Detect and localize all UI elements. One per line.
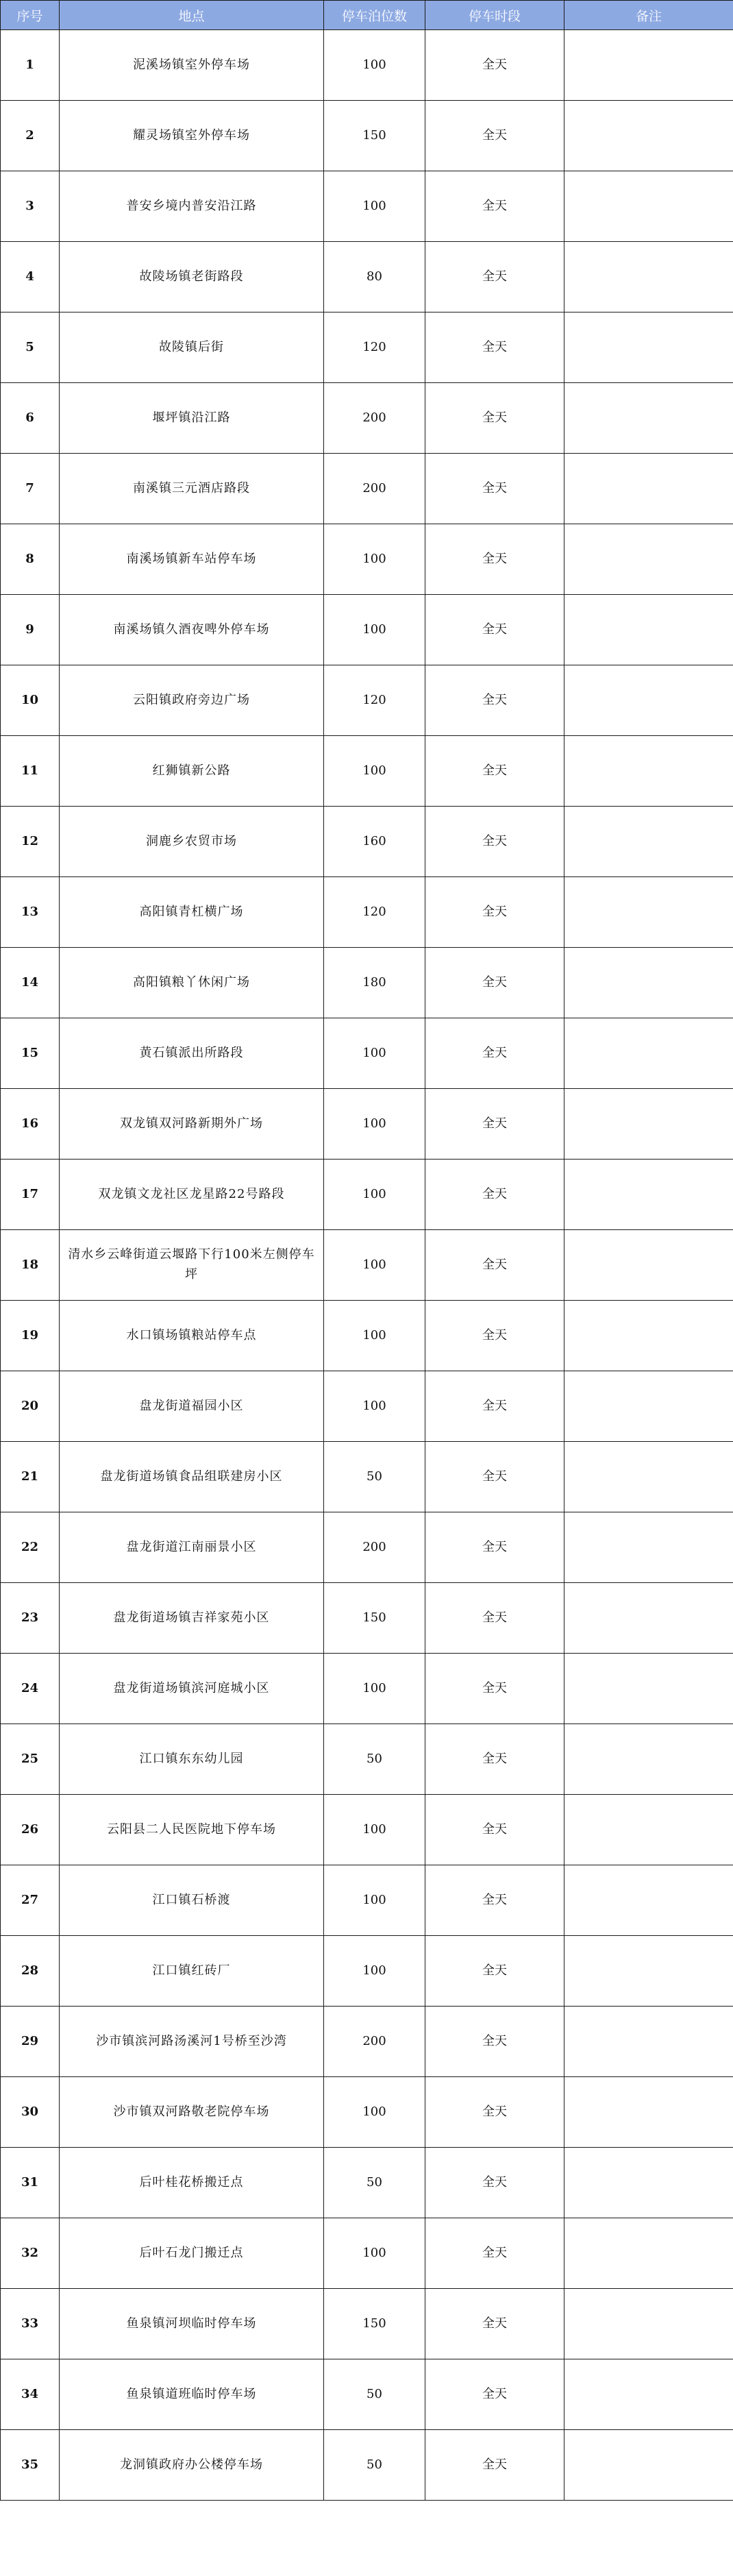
cell-spaces: 100 (324, 1795, 425, 1865)
cell-no: 1 (1, 30, 60, 101)
cell-no: 11 (1, 736, 60, 807)
table-row (1, 101, 733, 171)
cell-spaces: 50 (324, 2148, 425, 2218)
cell-note (564, 1230, 733, 1301)
cell-spaces: 100 (324, 2077, 425, 2148)
cell-spaces: 150 (324, 101, 425, 171)
cell-no: 25 (1, 1724, 60, 1795)
cell-note (564, 1512, 733, 1583)
cell-spaces: 100 (324, 30, 425, 101)
cell-note (564, 2077, 733, 2148)
cell-note (564, 2359, 733, 2430)
cell-note (564, 595, 733, 665)
cell-note (564, 807, 733, 877)
table-row (1, 1654, 733, 1724)
cell-no: 23 (1, 1583, 60, 1654)
cell-spaces: 100 (324, 1018, 425, 1089)
cell-no: 35 (1, 2430, 60, 2501)
table-row (1, 312, 733, 383)
cell-note (564, 1865, 733, 1936)
table-row (1, 383, 733, 454)
cell-period: 全天 (425, 524, 564, 595)
table-row (1, 2148, 733, 2218)
cell-place: 高阳镇青杠横广场 (60, 877, 324, 948)
cell-spaces: 180 (324, 948, 425, 1018)
cell-spaces: 100 (324, 1301, 425, 1371)
cell-spaces: 100 (324, 171, 425, 242)
table-row (1, 242, 733, 312)
cell-note (564, 383, 733, 454)
cell-note (564, 1654, 733, 1724)
cell-period: 全天 (425, 1583, 564, 1654)
cell-note (564, 312, 733, 383)
cell-place: 盘龙街道场镇食品组联建房小区 (60, 1442, 324, 1512)
cell-note (564, 1089, 733, 1160)
cell-no: 15 (1, 1018, 60, 1089)
header-place: 地点 (60, 1, 324, 30)
cell-note (564, 948, 733, 1018)
cell-period: 全天 (425, 2218, 564, 2289)
cell-no: 8 (1, 524, 60, 595)
cell-spaces: 50 (324, 1724, 425, 1795)
table-row (1, 2289, 733, 2359)
cell-place: 水口镇场镇粮站停车点 (60, 1301, 324, 1371)
cell-no: 32 (1, 2218, 60, 2289)
cell-period: 全天 (425, 2430, 564, 2501)
cell-no: 2 (1, 101, 60, 171)
cell-note (564, 1936, 733, 2007)
cell-spaces: 200 (324, 454, 425, 524)
header-note: 备注 (564, 1, 733, 30)
cell-no: 26 (1, 1795, 60, 1865)
cell-note (564, 877, 733, 948)
cell-period: 全天 (425, 383, 564, 454)
cell-spaces: 100 (324, 736, 425, 807)
cell-spaces: 100 (324, 524, 425, 595)
cell-period: 全天 (425, 2289, 564, 2359)
cell-place: 洞鹿乡农贸市场 (60, 807, 324, 877)
cell-note (564, 1583, 733, 1654)
cell-no: 3 (1, 171, 60, 242)
cell-spaces: 150 (324, 1583, 425, 1654)
cell-spaces: 120 (324, 877, 425, 948)
cell-no: 10 (1, 665, 60, 736)
cell-place: 故陵镇后街 (60, 312, 324, 383)
cell-place: 故陵场镇老街路段 (60, 242, 324, 312)
cell-spaces: 200 (324, 2007, 425, 2077)
table-row (1, 736, 733, 807)
cell-period: 全天 (425, 1936, 564, 2007)
cell-period: 全天 (425, 807, 564, 877)
cell-no: 17 (1, 1160, 60, 1230)
table-row (1, 2077, 733, 2148)
cell-spaces: 50 (324, 1442, 425, 1512)
cell-period: 全天 (425, 242, 564, 312)
cell-period: 全天 (425, 454, 564, 524)
cell-no: 34 (1, 2359, 60, 2430)
cell-note (564, 1301, 733, 1371)
cell-spaces: 100 (324, 1371, 425, 1442)
table-body (1, 30, 733, 2501)
cell-note (564, 1160, 733, 1230)
cell-no: 27 (1, 1865, 60, 1936)
table-row (1, 665, 733, 736)
cell-spaces: 200 (324, 1512, 425, 1583)
cell-place: 普安乡境内普安沿江路 (60, 171, 324, 242)
cell-no: 28 (1, 1936, 60, 2007)
cell-note (564, 1724, 733, 1795)
cell-note (564, 101, 733, 171)
cell-period: 全天 (425, 1230, 564, 1301)
cell-spaces: 50 (324, 2359, 425, 2430)
cell-no: 5 (1, 312, 60, 383)
cell-place: 江口镇东东幼儿园 (60, 1724, 324, 1795)
table-row (1, 1583, 733, 1654)
cell-period: 全天 (425, 1512, 564, 1583)
cell-no: 22 (1, 1512, 60, 1583)
table-row (1, 1230, 733, 1301)
cell-place: 后叶桂花桥搬迁点 (60, 2148, 324, 2218)
cell-period: 全天 (425, 1442, 564, 1512)
cell-note (564, 2218, 733, 2289)
cell-place: 江口镇红砖厂 (60, 1936, 324, 2007)
table-row (1, 807, 733, 877)
cell-no: 21 (1, 1442, 60, 1512)
cell-spaces: 150 (324, 2289, 425, 2359)
cell-note (564, 1018, 733, 1089)
cell-place: 堰坪镇沿江路 (60, 383, 324, 454)
cell-period: 全天 (425, 30, 564, 101)
cell-spaces: 200 (324, 383, 425, 454)
table-row (1, 1371, 733, 1442)
table-row (1, 1936, 733, 2007)
cell-no: 19 (1, 1301, 60, 1371)
table-row (1, 877, 733, 948)
cell-note (564, 454, 733, 524)
cell-period: 全天 (425, 2359, 564, 2430)
cell-note (564, 2289, 733, 2359)
cell-period: 全天 (425, 2148, 564, 2218)
cell-place: 鱼泉镇河坝临时停车场 (60, 2289, 324, 2359)
cell-period: 全天 (425, 1018, 564, 1089)
cell-no: 4 (1, 242, 60, 312)
cell-place: 泥溪场镇室外停车场 (60, 30, 324, 101)
cell-place: 龙洞镇政府办公楼停车场 (60, 2430, 324, 2501)
table-row (1, 454, 733, 524)
cell-place: 云阳镇政府旁边广场 (60, 665, 324, 736)
cell-spaces: 100 (324, 1230, 425, 1301)
cell-place: 双龙镇文龙社区龙星路22号路段 (60, 1160, 324, 1230)
cell-spaces: 120 (324, 665, 425, 736)
cell-period: 全天 (425, 101, 564, 171)
cell-place: 盘龙街道江南丽景小区 (60, 1512, 324, 1583)
table-header (1, 1, 733, 30)
cell-no: 18 (1, 1230, 60, 1301)
table-row (1, 2007, 733, 2077)
cell-spaces: 80 (324, 242, 425, 312)
cell-period: 全天 (425, 1160, 564, 1230)
cell-note (564, 736, 733, 807)
cell-place: 双龙镇双河路新期外广场 (60, 1089, 324, 1160)
cell-spaces: 120 (324, 312, 425, 383)
cell-period: 全天 (425, 1724, 564, 1795)
cell-note (564, 171, 733, 242)
cell-place: 南溪镇三元酒店路段 (60, 454, 324, 524)
cell-period: 全天 (425, 1301, 564, 1371)
cell-period: 全天 (425, 1865, 564, 1936)
cell-note (564, 1795, 733, 1865)
cell-place: 沙市镇双河路敬老院停车场 (60, 2077, 324, 2148)
header-spaces: 停车泊位数 (324, 1, 425, 30)
cell-place: 后叶石龙门搬迁点 (60, 2218, 324, 2289)
table-row (1, 1512, 733, 1583)
table-row (1, 1442, 733, 1512)
table-row (1, 1301, 733, 1371)
cell-no: 6 (1, 383, 60, 454)
cell-place: 沙市镇滨河路汤溪河1号桥至沙湾 (60, 2007, 324, 2077)
cell-period: 全天 (425, 1371, 564, 1442)
cell-period: 全天 (425, 948, 564, 1018)
cell-period: 全天 (425, 2077, 564, 2148)
cell-no: 9 (1, 595, 60, 665)
cell-spaces: 100 (324, 595, 425, 665)
cell-no: 13 (1, 877, 60, 948)
table-row (1, 524, 733, 595)
table-row (1, 30, 733, 101)
cell-place: 盘龙街道福园小区 (60, 1371, 324, 1442)
cell-no: 31 (1, 2148, 60, 2218)
cell-period: 全天 (425, 171, 564, 242)
cell-spaces: 100 (324, 1160, 425, 1230)
table-row (1, 2218, 733, 2289)
cell-place: 黄石镇派出所路段 (60, 1018, 324, 1089)
cell-note (564, 2148, 733, 2218)
cell-period: 全天 (425, 1795, 564, 1865)
table-row (1, 1089, 733, 1160)
cell-place: 盘龙街道场镇滨河庭城小区 (60, 1654, 324, 1724)
cell-note (564, 30, 733, 101)
cell-place: 清水乡云峰街道云堰路下行100米左侧停车坪 (60, 1230, 324, 1301)
cell-no: 29 (1, 2007, 60, 2077)
cell-note (564, 1442, 733, 1512)
table-row (1, 2430, 733, 2501)
cell-no: 7 (1, 454, 60, 524)
table-row (1, 1724, 733, 1795)
table-row (1, 1018, 733, 1089)
cell-period: 全天 (425, 595, 564, 665)
cell-period: 全天 (425, 1654, 564, 1724)
cell-note (564, 524, 733, 595)
cell-place: 南溪场镇久酒夜啤外停车场 (60, 595, 324, 665)
cell-no: 12 (1, 807, 60, 877)
cell-note (564, 665, 733, 736)
cell-period: 全天 (425, 1089, 564, 1160)
header-no: 序号 (1, 1, 60, 30)
cell-spaces: 100 (324, 2218, 425, 2289)
cell-place: 耀灵场镇室外停车场 (60, 101, 324, 171)
cell-no: 30 (1, 2077, 60, 2148)
cell-note (564, 2007, 733, 2077)
table-row (1, 595, 733, 665)
cell-spaces: 160 (324, 807, 425, 877)
cell-place: 云阳县二人民医院地下停车场 (60, 1795, 324, 1865)
cell-spaces: 100 (324, 1865, 425, 1936)
cell-spaces: 100 (324, 1654, 425, 1724)
table-row (1, 1865, 733, 1936)
cell-period: 全天 (425, 877, 564, 948)
cell-no: 33 (1, 2289, 60, 2359)
cell-place: 高阳镇粮丫休闲广场 (60, 948, 324, 1018)
cell-no: 24 (1, 1654, 60, 1724)
cell-period: 全天 (425, 736, 564, 807)
table-row (1, 2359, 733, 2430)
cell-no: 16 (1, 1089, 60, 1160)
table-row (1, 948, 733, 1018)
cell-spaces: 100 (324, 1089, 425, 1160)
header-period: 停车时段 (425, 1, 564, 30)
cell-note (564, 2430, 733, 2501)
cell-note (564, 1371, 733, 1442)
cell-period: 全天 (425, 312, 564, 383)
cell-place: 南溪场镇新车站停车场 (60, 524, 324, 595)
cell-no: 20 (1, 1371, 60, 1442)
table-row (1, 171, 733, 242)
cell-no: 14 (1, 948, 60, 1018)
cell-spaces: 100 (324, 1936, 425, 2007)
cell-place: 红狮镇新公路 (60, 736, 324, 807)
cell-place: 鱼泉镇道班临时停车场 (60, 2359, 324, 2430)
header-row (1, 1, 733, 30)
cell-period: 全天 (425, 665, 564, 736)
cell-place: 江口镇石桥渡 (60, 1865, 324, 1936)
cell-period: 全天 (425, 2007, 564, 2077)
table-row (1, 1160, 733, 1230)
table-row (1, 1795, 733, 1865)
cell-note (564, 242, 733, 312)
cell-spaces: 50 (324, 2430, 425, 2501)
cell-place: 盘龙街道场镇吉祥家苑小区 (60, 1583, 324, 1654)
